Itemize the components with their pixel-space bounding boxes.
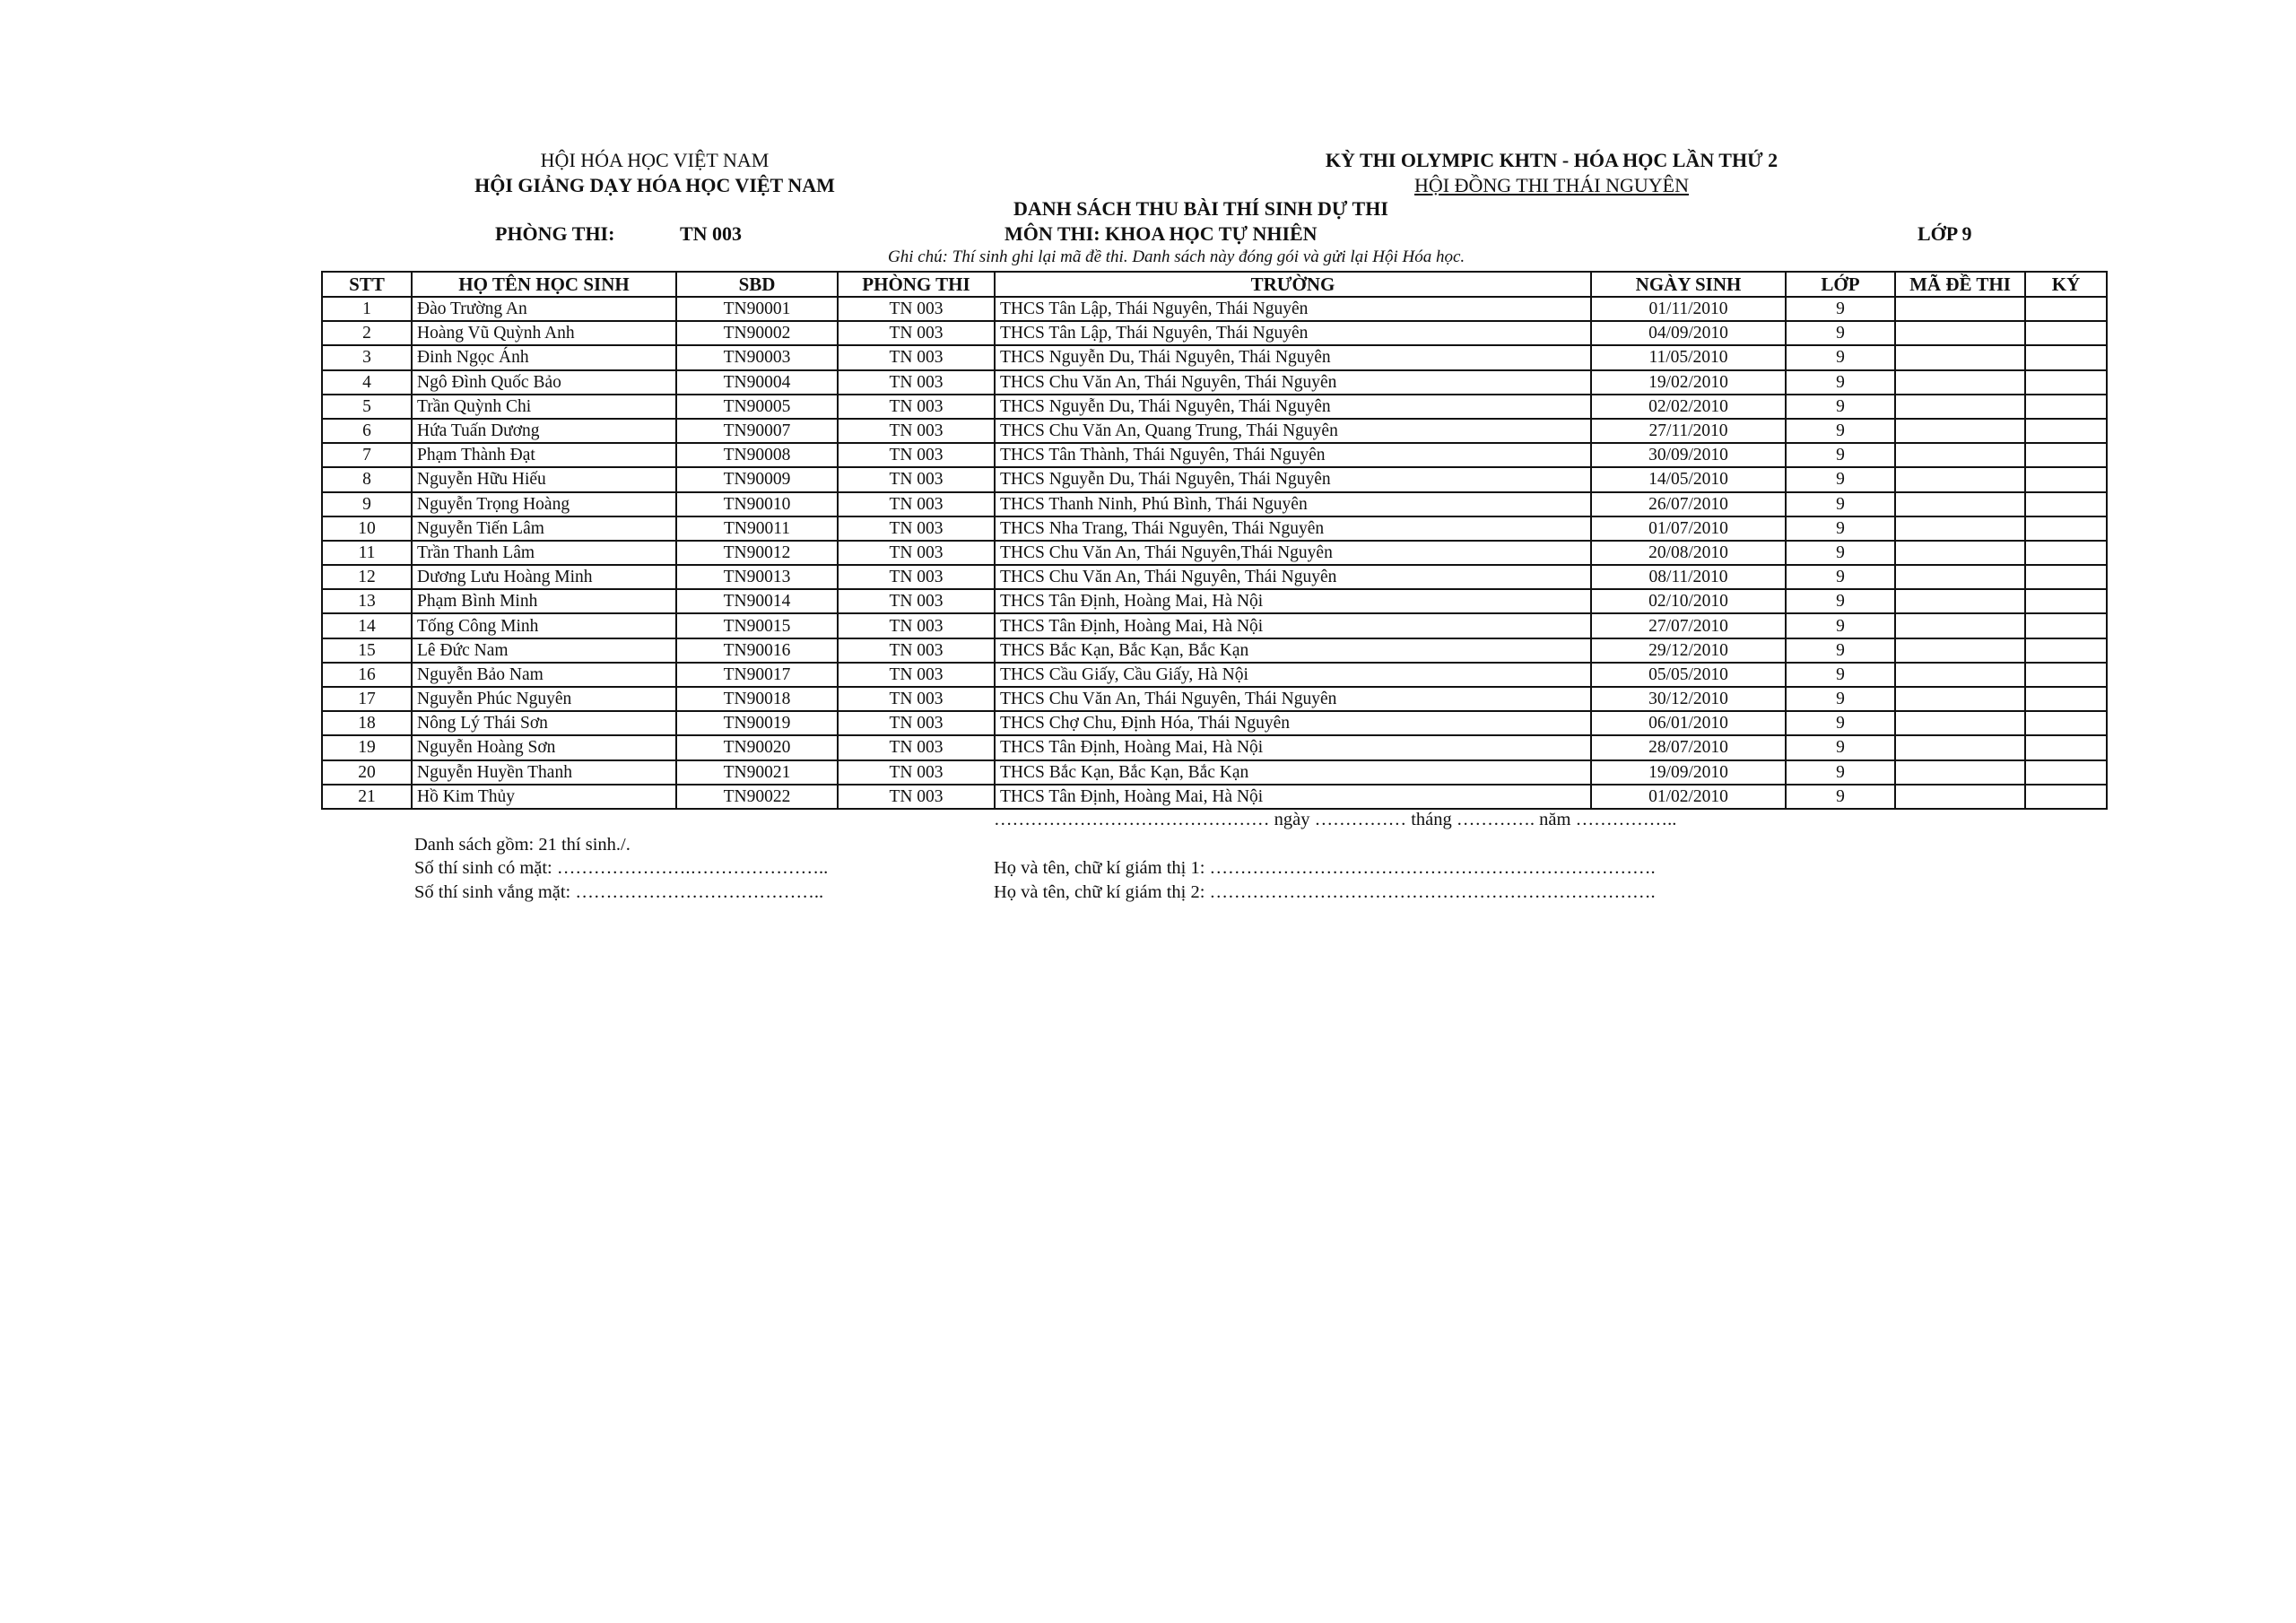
cell-stt: 7 — [322, 443, 412, 467]
col-header-exam-code: MÃ ĐỀ THI — [1895, 272, 2025, 297]
cell-stt: 19 — [322, 735, 412, 759]
cell-dob: 04/09/2010 — [1591, 321, 1786, 345]
cell-signature — [2025, 419, 2107, 443]
cell-exam-code — [1895, 638, 2025, 663]
cell-signature — [2025, 443, 2107, 467]
cell-name: Nguyễn Hữu Hiếu — [412, 467, 676, 491]
cell-grade: 9 — [1786, 370, 1895, 395]
col-header-school: TRƯỜNG — [995, 272, 1591, 297]
cell-exam-code — [1895, 663, 2025, 687]
table-row — [322, 395, 2107, 419]
cell-sbd: TN90005 — [676, 395, 838, 419]
table-row — [322, 321, 2107, 345]
table-row — [322, 467, 2107, 491]
table-row — [322, 297, 2107, 321]
cell-name: Hứa Tuấn Dương — [412, 419, 676, 443]
cell-room: TN 003 — [838, 735, 995, 759]
cell-school: THCS Chu Văn An, Thái Nguyên, Thái Nguyên — [995, 565, 1591, 589]
cell-grade: 9 — [1786, 687, 1895, 711]
cell-school: THCS Thanh Ninh, Phú Bình, Thái Nguyên — [995, 492, 1591, 516]
cell-name: Tống Công Minh — [412, 613, 676, 638]
cell-exam-code — [1895, 589, 2025, 613]
cell-dob: 26/07/2010 — [1591, 492, 1786, 516]
cell-grade: 9 — [1786, 613, 1895, 638]
cell-stt: 6 — [322, 419, 412, 443]
cell-sbd: TN90018 — [676, 687, 838, 711]
cell-signature — [2025, 711, 2107, 735]
cell-stt: 17 — [322, 687, 412, 711]
cell-dob: 19/02/2010 — [1591, 370, 1786, 395]
cell-signature — [2025, 663, 2107, 687]
col-header-room: PHÒNG THI — [838, 272, 995, 297]
cell-school: THCS Tân Định, Hoàng Mai, Hà Nội — [995, 589, 1591, 613]
cell-room: TN 003 — [838, 589, 995, 613]
cell-school: THCS Nguyễn Du, Thái Nguyên, Thái Nguyên — [995, 395, 1591, 419]
cell-dob: 02/10/2010 — [1591, 589, 1786, 613]
table-row — [322, 419, 2107, 443]
cell-exam-code — [1895, 443, 2025, 467]
table-row — [322, 541, 2107, 565]
cell-dob: 02/02/2010 — [1591, 395, 1786, 419]
cell-school: THCS Tân Thành, Thái Nguyên, Thái Nguyên — [995, 443, 1591, 467]
cell-stt: 5 — [322, 395, 412, 419]
cell-grade: 9 — [1786, 663, 1895, 687]
cell-stt: 14 — [322, 613, 412, 638]
present-count: Số thí sinh có mặt: ………………….………………….. — [414, 858, 829, 878]
cell-sbd: TN90001 — [676, 297, 838, 321]
cell-name: Hoàng Vũ Quỳnh Anh — [412, 321, 676, 345]
table-row — [322, 516, 2107, 541]
cell-stt: 4 — [322, 370, 412, 395]
cell-sbd: TN90007 — [676, 419, 838, 443]
cell-stt: 1 — [322, 297, 412, 321]
cell-dob: 30/09/2010 — [1591, 443, 1786, 467]
cell-signature — [2025, 760, 2107, 785]
cell-signature — [2025, 785, 2107, 809]
proctor-1-signature: Họ và tên, chữ kí giám thị 1: ………………………………………………………………. — [994, 858, 1656, 878]
cell-stt: 21 — [322, 785, 412, 809]
cell-name: Trần Thanh Lâm — [412, 541, 676, 565]
cell-exam-code — [1895, 321, 2025, 345]
table-row — [322, 589, 2107, 613]
cell-exam-code — [1895, 785, 2025, 809]
cell-grade: 9 — [1786, 467, 1895, 491]
cell-signature — [2025, 735, 2107, 759]
cell-school: THCS Nguyễn Du, Thái Nguyên, Thái Nguyên — [995, 467, 1591, 491]
cell-signature — [2025, 321, 2107, 345]
cell-name: Dương Lưu Hoàng Minh — [412, 565, 676, 589]
table-row — [322, 760, 2107, 785]
cell-grade: 9 — [1786, 735, 1895, 759]
cell-sbd: TN90017 — [676, 663, 838, 687]
cell-sbd: TN90015 — [676, 613, 838, 638]
cell-sbd: TN90009 — [676, 467, 838, 491]
cell-sbd: TN90011 — [676, 516, 838, 541]
cell-grade: 9 — [1786, 492, 1895, 516]
cell-signature — [2025, 370, 2107, 395]
cell-signature — [2025, 467, 2107, 491]
proctor-2-signature: Họ và tên, chữ kí giám thị 2: ………………………………………………………………. — [994, 882, 1656, 902]
cell-exam-code — [1895, 541, 2025, 565]
cell-room: TN 003 — [838, 395, 995, 419]
cell-sbd: TN90021 — [676, 760, 838, 785]
cell-name: Nguyễn Trọng Hoàng — [412, 492, 676, 516]
table-row — [322, 711, 2107, 735]
cell-grade: 9 — [1786, 760, 1895, 785]
header-note: Ghi chú: Thí sinh ghi lại mã đề thi. Danh sách này đóng gói và gửi lại Hội Hóa học. — [888, 247, 1465, 266]
exam-title: KỲ THI OLYMPIC KHTN - HÓA HỌC LẦN THỨ 2 — [1325, 149, 1779, 171]
cell-grade: 9 — [1786, 541, 1895, 565]
cell-grade: 9 — [1786, 638, 1895, 663]
cell-school: THCS Bắc Kạn, Bắc Kạn, Bắc Kạn — [995, 638, 1591, 663]
table-row — [322, 735, 2107, 759]
cell-name: Phạm Bình Minh — [412, 589, 676, 613]
cell-exam-code — [1895, 565, 2025, 589]
student-roster-table — [321, 271, 2108, 810]
cell-grade: 9 — [1786, 565, 1895, 589]
col-header-signature: KÝ — [2025, 272, 2107, 297]
cell-dob: 05/05/2010 — [1591, 663, 1786, 687]
cell-grade: 9 — [1786, 321, 1895, 345]
cell-school: THCS Chu Văn An, Thái Nguyên, Thái Nguyên — [995, 370, 1591, 395]
cell-exam-code — [1895, 760, 2025, 785]
cell-grade: 9 — [1786, 443, 1895, 467]
cell-school: THCS Bắc Kạn, Bắc Kạn, Bắc Kạn — [995, 760, 1591, 785]
cell-dob: 01/02/2010 — [1591, 785, 1786, 809]
cell-name: Hồ Kim Thủy — [412, 785, 676, 809]
cell-signature — [2025, 516, 2107, 541]
cell-name: Nông Lý Thái Sơn — [412, 711, 676, 735]
cell-room: TN 003 — [838, 492, 995, 516]
grade-label: LỚP 9 — [1918, 222, 1972, 245]
cell-room: TN 003 — [838, 321, 995, 345]
cell-school: THCS Nguyễn Du, Thái Nguyên, Thái Nguyên — [995, 345, 1591, 369]
cell-signature — [2025, 687, 2107, 711]
org-line-1: HỘI HÓA HỌC VIỆT NAM — [540, 149, 770, 171]
date-line: ……………………………………… ngày …………… tháng …………. năm …………….. — [994, 810, 1677, 829]
cell-room: TN 003 — [838, 297, 995, 321]
cell-name: Nguyễn Huyền Thanh — [412, 760, 676, 785]
cell-name: Đinh Ngọc Ánh — [412, 345, 676, 369]
cell-dob: 27/11/2010 — [1591, 419, 1786, 443]
cell-stt: 2 — [322, 321, 412, 345]
cell-sbd: TN90013 — [676, 565, 838, 589]
cell-dob: 30/12/2010 — [1591, 687, 1786, 711]
cell-name: Ngô Đình Quốc Bảo — [412, 370, 676, 395]
cell-signature — [2025, 541, 2107, 565]
cell-exam-code — [1895, 395, 2025, 419]
cell-room: TN 003 — [838, 541, 995, 565]
cell-stt: 13 — [322, 589, 412, 613]
cell-exam-code — [1895, 419, 2025, 443]
cell-signature — [2025, 565, 2107, 589]
cell-sbd: TN90012 — [676, 541, 838, 565]
cell-school: THCS Nha Trang, Thái Nguyên, Thái Nguyên — [995, 516, 1591, 541]
cell-sbd: TN90014 — [676, 589, 838, 613]
cell-stt: 12 — [322, 565, 412, 589]
cell-school: THCS Chu Văn An, Thái Nguyên, Thái Nguyên — [995, 687, 1591, 711]
cell-room: TN 003 — [838, 663, 995, 687]
cell-dob: 27/07/2010 — [1591, 613, 1786, 638]
cell-grade: 9 — [1786, 345, 1895, 369]
col-header-stt: STT — [322, 272, 412, 297]
cell-stt: 10 — [322, 516, 412, 541]
cell-exam-code — [1895, 613, 2025, 638]
cell-name: Nguyễn Hoàng Sơn — [412, 735, 676, 759]
cell-stt: 16 — [322, 663, 412, 687]
cell-school: THCS Tân Lập, Thái Nguyên, Thái Nguyên — [995, 321, 1591, 345]
col-header-grade: LỚP — [1786, 272, 1895, 297]
col-header-sbd: SBD — [676, 272, 838, 297]
cell-dob: 28/07/2010 — [1591, 735, 1786, 759]
cell-room: TN 003 — [838, 345, 995, 369]
cell-dob: 06/01/2010 — [1591, 711, 1786, 735]
room-value: TN 003 — [680, 222, 743, 245]
col-header-name: HỌ TÊN HỌC SINH — [412, 272, 676, 297]
cell-sbd: TN90008 — [676, 443, 838, 467]
table-row — [322, 443, 2107, 467]
absent-count: Số thí sinh vắng mặt: ………………………………….. — [414, 882, 824, 902]
table-row — [322, 565, 2107, 589]
cell-grade: 9 — [1786, 297, 1895, 321]
cell-exam-code — [1895, 492, 2025, 516]
cell-school: THCS Chợ Chu, Định Hóa, Thái Nguyên — [995, 711, 1591, 735]
cell-room: TN 003 — [838, 760, 995, 785]
cell-dob: 14/05/2010 — [1591, 467, 1786, 491]
cell-dob: 11/05/2010 — [1591, 345, 1786, 369]
table-row — [322, 638, 2107, 663]
cell-sbd: TN90020 — [676, 735, 838, 759]
table-row — [322, 345, 2107, 369]
table-row — [322, 613, 2107, 638]
cell-signature — [2025, 297, 2107, 321]
room-label: PHÒNG THI: — [495, 222, 615, 245]
table-row — [322, 663, 2107, 687]
cell-dob: 20/08/2010 — [1591, 541, 1786, 565]
cell-dob: 01/07/2010 — [1591, 516, 1786, 541]
cell-name: Nguyễn Tiến Lâm — [412, 516, 676, 541]
cell-signature — [2025, 638, 2107, 663]
cell-school: THCS Cầu Giấy, Cầu Giấy, Hà Nội — [995, 663, 1591, 687]
cell-sbd: TN90022 — [676, 785, 838, 809]
col-header-dob: NGÀY SINH — [1591, 272, 1786, 297]
cell-room: TN 003 — [838, 516, 995, 541]
cell-room: TN 003 — [838, 638, 995, 663]
cell-signature — [2025, 492, 2107, 516]
cell-stt: 8 — [322, 467, 412, 491]
cell-exam-code — [1895, 687, 2025, 711]
table-row — [322, 492, 2107, 516]
cell-name: Trần Quỳnh Chi — [412, 395, 676, 419]
cell-name: Nguyễn Phúc Nguyên — [412, 687, 676, 711]
cell-room: TN 003 — [838, 785, 995, 809]
cell-dob: 19/09/2010 — [1591, 760, 1786, 785]
table-header-row — [322, 272, 2107, 297]
cell-grade: 9 — [1786, 589, 1895, 613]
cell-dob: 29/12/2010 — [1591, 638, 1786, 663]
table-row — [322, 687, 2107, 711]
cell-sbd: TN90010 — [676, 492, 838, 516]
cell-signature — [2025, 395, 2107, 419]
cell-exam-code — [1895, 467, 2025, 491]
cell-grade: 9 — [1786, 516, 1895, 541]
cell-grade: 9 — [1786, 785, 1895, 809]
cell-exam-code — [1895, 516, 2025, 541]
cell-school: THCS Tân Định, Hoàng Mai, Hà Nội — [995, 735, 1591, 759]
table-row — [322, 785, 2107, 809]
cell-room: TN 003 — [838, 443, 995, 467]
cell-school: THCS Chu Văn An, Thái Nguyên,Thái Nguyên — [995, 541, 1591, 565]
cell-school: THCS Tân Lập, Thái Nguyên, Thái Nguyên — [995, 297, 1591, 321]
cell-grade: 9 — [1786, 419, 1895, 443]
cell-name: Đào Trường An — [412, 297, 676, 321]
cell-room: TN 003 — [838, 687, 995, 711]
cell-exam-code — [1895, 345, 2025, 369]
cell-sbd: TN90019 — [676, 711, 838, 735]
cell-room: TN 003 — [838, 419, 995, 443]
cell-stt: 15 — [322, 638, 412, 663]
cell-room: TN 003 — [838, 613, 995, 638]
council-name: HỘI ĐỒNG THI THÁI NGUYÊN — [1414, 174, 1689, 196]
cell-room: TN 003 — [838, 711, 995, 735]
cell-grade: 9 — [1786, 711, 1895, 735]
cell-stt: 18 — [322, 711, 412, 735]
cell-dob: 08/11/2010 — [1591, 565, 1786, 589]
cell-name: Lê Đức Nam — [412, 638, 676, 663]
cell-stt: 9 — [322, 492, 412, 516]
cell-sbd: TN90004 — [676, 370, 838, 395]
cell-exam-code — [1895, 370, 2025, 395]
table-body — [322, 297, 2107, 809]
total-count: Danh sách gồm: 21 thí sinh./. — [414, 835, 631, 855]
cell-name: Phạm Thành Đạt — [412, 443, 676, 467]
cell-room: TN 003 — [838, 467, 995, 491]
list-title: DANH SÁCH THU BÀI THÍ SINH DỰ THI — [1013, 197, 1388, 220]
cell-signature — [2025, 589, 2107, 613]
cell-dob: 01/11/2010 — [1591, 297, 1786, 321]
cell-stt: 11 — [322, 541, 412, 565]
table-row — [322, 370, 2107, 395]
subject-title: MÔN THI: KHOA HỌC TỰ NHIÊN — [1004, 222, 1318, 245]
cell-exam-code — [1895, 711, 2025, 735]
cell-sbd: TN90003 — [676, 345, 838, 369]
cell-name: Nguyễn Bảo Nam — [412, 663, 676, 687]
cell-sbd: TN90002 — [676, 321, 838, 345]
cell-sbd: TN90016 — [676, 638, 838, 663]
cell-school: THCS Chu Văn An, Quang Trung, Thái Nguyên — [995, 419, 1591, 443]
cell-room: TN 003 — [838, 370, 995, 395]
cell-stt: 3 — [322, 345, 412, 369]
cell-exam-code — [1895, 297, 2025, 321]
cell-school: THCS Tân Định, Hoàng Mai, Hà Nội — [995, 613, 1591, 638]
cell-stt: 20 — [322, 760, 412, 785]
cell-school: THCS Tân Định, Hoàng Mai, Hà Nội — [995, 785, 1591, 809]
cell-room: TN 003 — [838, 565, 995, 589]
org-line-2: HỘI GIẢNG DẠY HÓA HỌC VIỆT NAM — [474, 174, 835, 196]
cell-signature — [2025, 345, 2107, 369]
cell-exam-code — [1895, 735, 2025, 759]
cell-signature — [2025, 613, 2107, 638]
cell-grade: 9 — [1786, 395, 1895, 419]
